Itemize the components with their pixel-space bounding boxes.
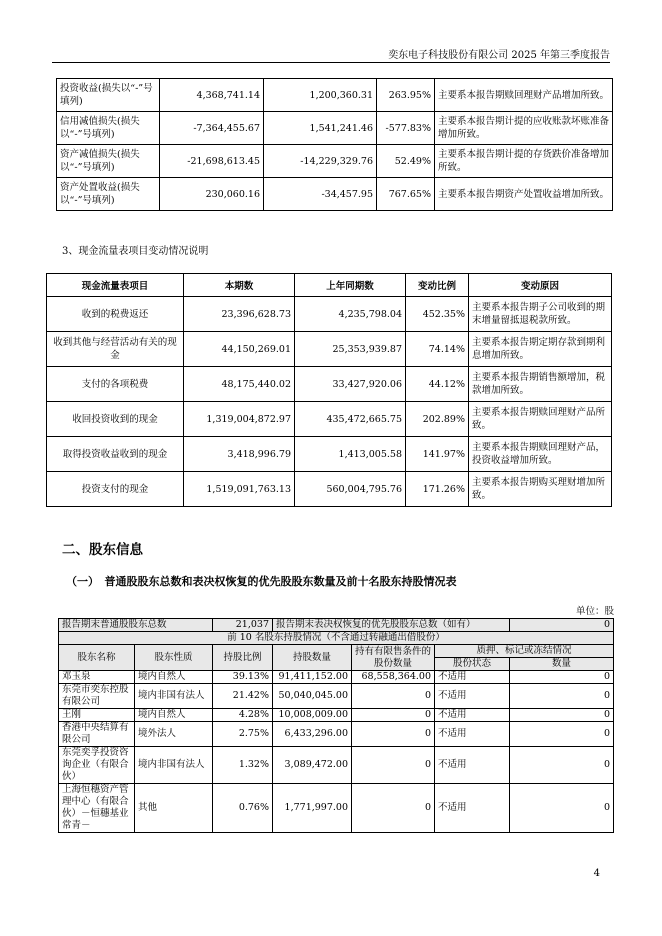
col-header-item: 现金流量表项目 — [47, 274, 184, 297]
table-row — [59, 722, 614, 747]
reason-cell: 主要系本报告期赎回理财产品增加所致。 — [435, 79, 613, 112]
holder-ratio: 0.76% — [213, 784, 273, 833]
table-row — [59, 747, 614, 784]
table-row — [59, 684, 614, 709]
holder-name: 东莞奕孚投资咨询企业（有限合伙） — [59, 747, 135, 784]
summary-row — [59, 619, 614, 632]
header-rule — [52, 62, 610, 63]
table-row — [47, 332, 612, 367]
current-cell: 4,368,741.14 — [160, 79, 264, 112]
table-row — [59, 784, 614, 833]
holder-nature: 其他 — [135, 784, 213, 833]
previous-cell: 1,413,005.58 — [295, 437, 406, 472]
holder-restricted: 68,558,364.00 — [352, 671, 435, 684]
col-header-change: 变动比例 — [406, 274, 469, 297]
table-row — [47, 402, 612, 437]
change-cell: 44.12% — [406, 367, 469, 402]
col-header-restricted: 持有有限售条件的股份数量 — [352, 645, 435, 671]
current-cell: -7,364,455.67 — [160, 112, 264, 145]
holder-qty: 10,008,009.00 — [273, 709, 352, 722]
holder-status: 不适用 — [435, 684, 510, 709]
item-cell: 投资收益(损失以“-”号填列) — [57, 79, 160, 112]
holder-nature: 境外法人 — [135, 722, 213, 747]
holder-restricted: 0 — [352, 709, 435, 722]
table-row — [47, 297, 612, 332]
holder-count: 0 — [510, 784, 614, 833]
subsection-title: （一） 普通股股东总数和表决权恢复的优先股股东数量及前十名股东持股情况表 — [66, 575, 457, 588]
table-row — [47, 437, 612, 472]
reason-cell: 主要系本报告期销售额增加，税款增加所致。 — [469, 367, 612, 402]
holder-nature: 境内非国有法人 — [135, 747, 213, 784]
current-cell: 230,060.16 — [160, 178, 264, 211]
holder-qty: 91,411,152.00 — [273, 671, 352, 684]
shareholders-table — [58, 618, 614, 833]
top10-label: 前 10 名股东持股情况（不含通过转融通出借股份） — [59, 632, 614, 645]
item-cell: 支付的各项税费 — [47, 367, 184, 402]
previous-cell: 4,235,798.04 — [295, 297, 406, 332]
cashflow-change-table — [46, 273, 612, 507]
change-cell: 74.14% — [406, 332, 469, 367]
previous-cell: 1,541,241.46 — [264, 112, 377, 145]
item-cell: 资产处置收益(损失以“-”号填列) — [57, 178, 160, 211]
col-header-current: 本期数 — [184, 274, 295, 297]
table-row — [57, 112, 613, 145]
col-header-pledge: 质押、标记或冻结情况 — [435, 645, 614, 658]
common-holders-value: 21,037 — [213, 619, 273, 632]
col-header-previous: 上年同期数 — [295, 274, 406, 297]
change-cell: -577.83% — [377, 112, 435, 145]
table-header-row — [59, 645, 614, 658]
holder-count: 0 — [510, 747, 614, 784]
change-cell: 52.49% — [377, 145, 435, 178]
item-cell: 信用减值损失(损失以“-”号填列) — [57, 112, 160, 145]
previous-cell: 435,472,665.75 — [295, 402, 406, 437]
holder-ratio: 21.42% — [213, 684, 273, 709]
holder-name: 上海恒穗资产管理中心（有限合伙）－恒穗基业常青－ — [59, 784, 135, 833]
reason-cell: 主要系本报告期定期存款到期利息增加所致。 — [469, 332, 612, 367]
table-row — [57, 79, 613, 112]
item-cell: 取得投资收益收到的现金 — [47, 437, 184, 472]
current-cell: 44,150,269.01 — [184, 332, 295, 367]
change-cell: 263.95% — [377, 79, 435, 112]
reason-cell: 主要系本报告期计提的存货跌价准备增加所致。 — [435, 145, 613, 178]
change-cell: 171.26% — [406, 472, 469, 507]
col-header-status: 股份状态 — [435, 658, 510, 671]
holder-restricted: 0 — [352, 747, 435, 784]
item-cell: 投资支付的现金 — [47, 472, 184, 507]
current-cell: 3,418,996.79 — [184, 437, 295, 472]
item-cell: 收到的税费返还 — [47, 297, 184, 332]
holder-status: 不适用 — [435, 784, 510, 833]
holder-qty: 50,040,045.00 — [273, 684, 352, 709]
holder-restricted: 0 — [352, 784, 435, 833]
table-row — [47, 367, 612, 402]
holder-status: 不适用 — [435, 747, 510, 784]
change-cell: 141.97% — [406, 437, 469, 472]
holder-status: 不适用 — [435, 722, 510, 747]
table-row — [47, 472, 612, 507]
reason-cell: 主要系本报告期购买理财增加所致。 — [469, 472, 612, 507]
table-row — [59, 709, 614, 722]
holder-ratio: 2.75% — [213, 722, 273, 747]
holder-restricted: 0 — [352, 684, 435, 709]
previous-cell: -14,229,329.76 — [264, 145, 377, 178]
holder-ratio: 1.32% — [213, 747, 273, 784]
holder-ratio: 4.28% — [213, 709, 273, 722]
col-header-qty: 持股数量 — [273, 645, 352, 671]
holder-qty: 1,771,997.00 — [273, 784, 352, 833]
change-cell: 452.35% — [406, 297, 469, 332]
col-header-count: 数量 — [510, 658, 614, 671]
current-cell: 1,319,004,872.97 — [184, 402, 295, 437]
item-cell: 资产减值损失(损失以“-”号填列) — [57, 145, 160, 178]
table-row — [59, 671, 614, 684]
table-row — [57, 178, 613, 211]
holder-qty: 3,089,472.00 — [273, 747, 352, 784]
change-cell: 202.89% — [406, 402, 469, 437]
current-cell: -21,698,613.45 — [160, 145, 264, 178]
holder-count: 0 — [510, 722, 614, 747]
holder-qty: 6,433,296.00 — [273, 722, 352, 747]
section-title-shareholders: 二、股东信息 — [62, 542, 143, 558]
holder-name: 王刚 — [59, 709, 135, 722]
col-header-name: 股东名称 — [59, 645, 135, 671]
top10-title-row — [59, 632, 614, 645]
holder-nature: 境内自然人 — [135, 671, 213, 684]
item-cell: 收到其他与经营活动有关的现金 — [47, 332, 184, 367]
common-holders-label: 报告期末普通股股东总数 — [59, 619, 213, 632]
item-cell: 收回投资收到的现金 — [47, 402, 184, 437]
table-row — [57, 145, 613, 178]
holder-status: 不适用 — [435, 709, 510, 722]
page-header: 奕东电子科技股份有限公司 2025 年第三季度报告 — [388, 50, 610, 61]
current-cell: 23,396,628.73 — [184, 297, 295, 332]
reason-cell: 主要系本报告期赎回理财产品，投资收益增加所致。 — [469, 437, 612, 472]
col-header-ratio: 持股比例 — [213, 645, 273, 671]
previous-cell: -34,457.95 — [264, 178, 377, 211]
reason-cell: 主要系本报告期子公司收到的期末增量留抵退税款所致。 — [469, 297, 612, 332]
reason-cell: 主要系本报告期赎回理财产品所致。 — [469, 402, 612, 437]
reason-cell: 主要系本报告期计提的应收账款坏账准备增加所致。 — [435, 112, 613, 145]
cashflow-section-title: 3、现金流量表项目变动情况说明 — [62, 246, 209, 257]
page-number: 4 — [593, 868, 600, 879]
change-cell: 767.65% — [377, 178, 435, 211]
unit-label: 单位：股 — [575, 606, 614, 617]
previous-cell: 25,353,939.87 — [295, 332, 406, 367]
income-change-table — [56, 78, 613, 211]
col-header-nature: 股东性质 — [135, 645, 213, 671]
holder-count: 0 — [510, 684, 614, 709]
reason-cell: 主要系本报告期资产处置收益增加所致。 — [435, 178, 613, 211]
pref-holders-label: 报告期末表决权恢复的优先股股东总数（如有） — [273, 619, 510, 632]
holder-nature: 境内非国有法人 — [135, 684, 213, 709]
holder-restricted: 0 — [352, 722, 435, 747]
holder-status: 不适用 — [435, 671, 510, 684]
current-cell: 48,175,440.02 — [184, 367, 295, 402]
holder-name: 邓玉泉 — [59, 671, 135, 684]
holder-count: 0 — [510, 709, 614, 722]
previous-cell: 560,004,795.76 — [295, 472, 406, 507]
holder-ratio: 39.13% — [213, 671, 273, 684]
pref-holders-value: 0 — [510, 619, 614, 632]
previous-cell: 33,427,920.06 — [295, 367, 406, 402]
current-cell: 1,519,091,763.13 — [184, 472, 295, 507]
holder-name: 香港中央结算有限公司 — [59, 722, 135, 747]
holder-nature: 境内自然人 — [135, 709, 213, 722]
holder-name: 东莞市奕东控股有限公司 — [59, 684, 135, 709]
holder-count: 0 — [510, 671, 614, 684]
previous-cell: 1,200,360.31 — [264, 79, 377, 112]
col-header-reason: 变动原因 — [469, 274, 612, 297]
table-header-row — [47, 274, 612, 297]
